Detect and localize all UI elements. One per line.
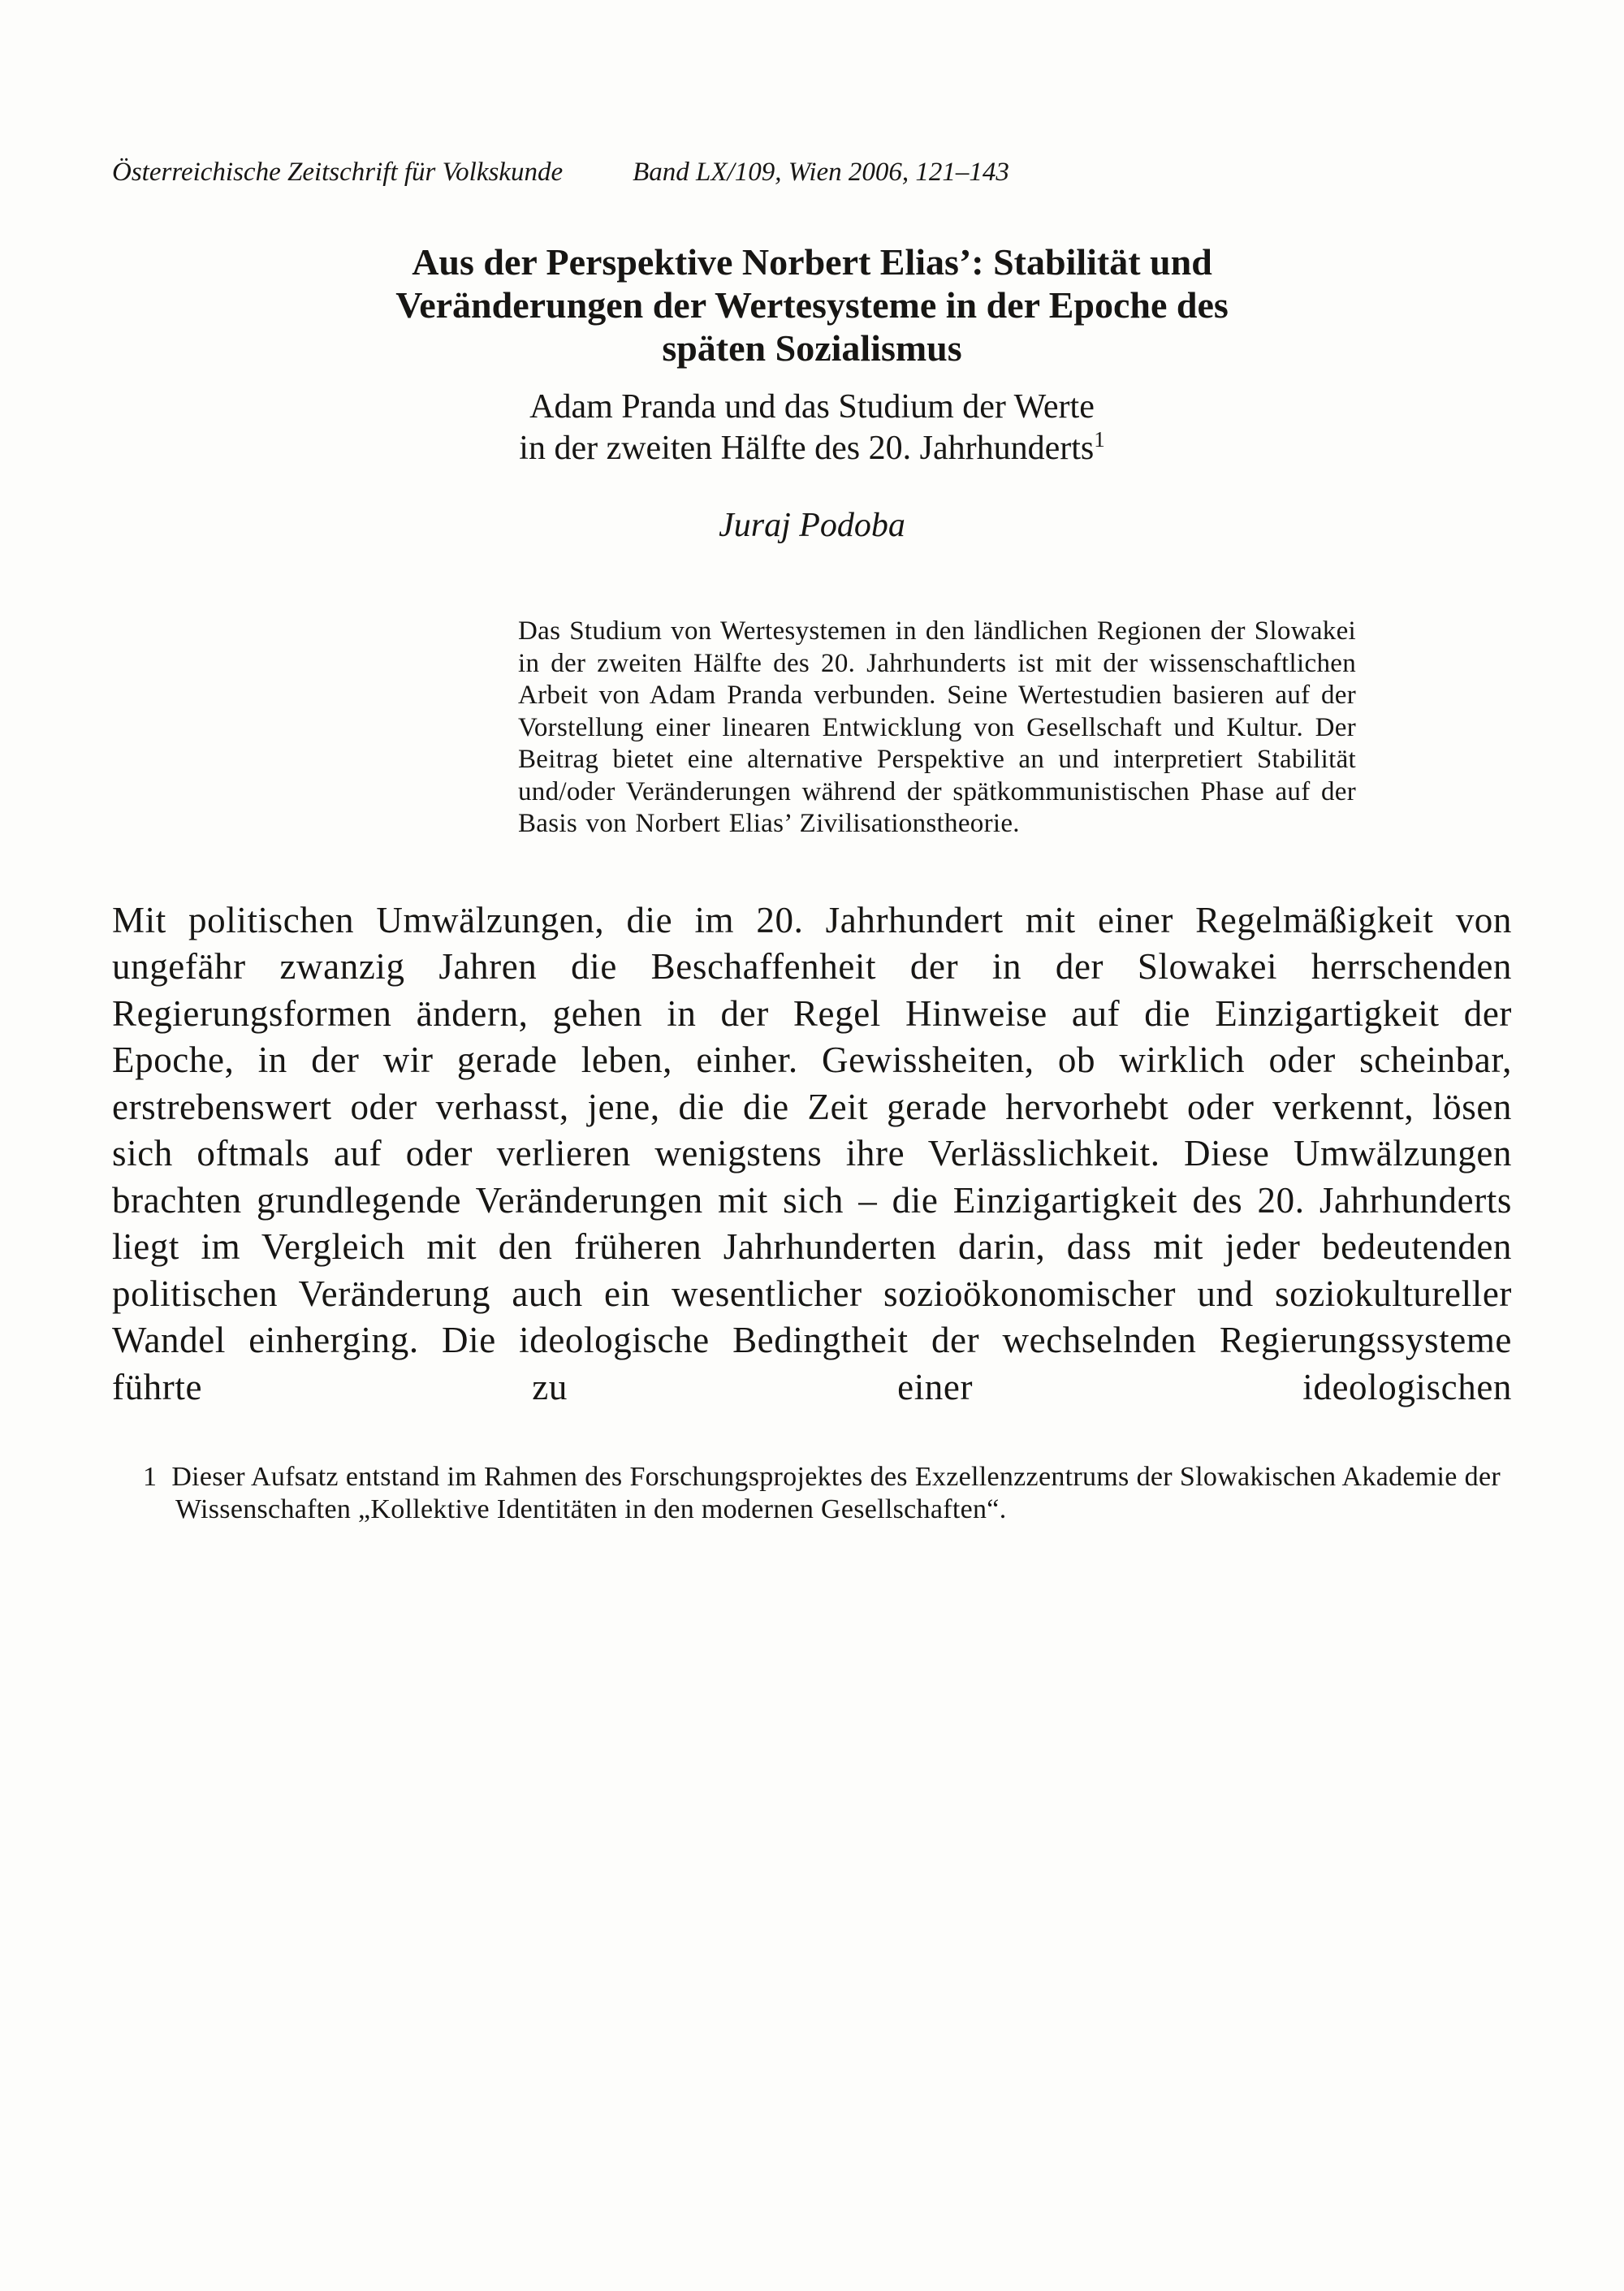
subtitle-line-2 (112, 428, 1512, 469)
subtitle-line-1: Adam Pranda und das Studium der Werte (529, 388, 1095, 426)
footnote-reference-superscript: 1 (1094, 427, 1105, 452)
running-head (112, 156, 1512, 188)
footnote-number: 1 (143, 1462, 158, 1492)
body-paragraph: Mit politischen Umwälzungen, die im 20. Jahrhundert mit einer Regelmäßigkeit von ungefähr zwanzig Jahren die Beschaffenheit der in der Slowakei herrschenden Regierungsformen ändern, gehen in der Regel Hinweise auf die Einzigartigkeit der Epoche, in der wir gerade leben, einher. Gewissheiten, ob wirklich oder scheinbar, erstrebenswert oder verhasst, jene, die die Zeit gerade hervorhebt oder verkennt, lösen sich oftmals auf oder verlieren wenigstens ihre Verlässlichkeit. Diese Umwälzungen brachten grundlegende Veränderungen mit sich – die Einzigartigkeit des 20. Jahrhunderts liegt im Vergleich mit den früheren Jahrhunderten darin, dass mit jeder bedeutenden politischen Veränderung auch ein wesentlicher sozioökonomischer und soziokultureller Wandel einherging. Die ideologische Bedingtheit der wechselnden Regierungssysteme führte zu einer ideologischen (112, 899, 1512, 1407)
footnote-text: Dieser Aufsatz entstand im Rahmen des Forschungsprojektes des Exzellenzzentrums der Slowakischen Akademie der Wissenschaften „Kollektive Identitäten in den modernen Gesellschaften“. (171, 1462, 1501, 1524)
abstract-paragraph: Das Studium von Wertesystemen in den ländlichen Regionen der Slowakei in der zweiten Hälfte des 20. Jahrhunderts ist mit der wissenschaftlichen Arbeit von Adam Pranda verbunden. Seine Wertestudien basieren auf der Vorstellung einer linearen Entwicklung von Gesellschaft und Kultur. Der Beitrag bietet eine alternative Perspektive an und interpretiert Stabilität und/oder Veränderungen während der spätkommunistischen Phase auf der Basis von Norbert Elias’ Zivilisationstheorie. (518, 616, 1356, 838)
article-title (112, 240, 1512, 370)
author-name: Juraj Podoba (719, 507, 905, 544)
subtitle-line-2-text: in der zweiten Hälfte des 20. Jahrhunderts (519, 430, 1095, 467)
footnote (143, 1461, 1501, 1526)
article-title-line-3: späten Sozialismus (662, 327, 962, 369)
article-subtitle (112, 387, 1512, 469)
article-title-line-1: Aus der Perspektive Norbert Elias’: Stabilität und (412, 241, 1212, 283)
issue-info: Band LX/109, Wien 2006, 121–143 (633, 158, 1009, 187)
article-title-line-2: Veränderungen der Wertesysteme in der Epoche des (395, 284, 1229, 326)
journal-name: Österreichische Zeitschrift für Volkskunde (112, 158, 564, 187)
